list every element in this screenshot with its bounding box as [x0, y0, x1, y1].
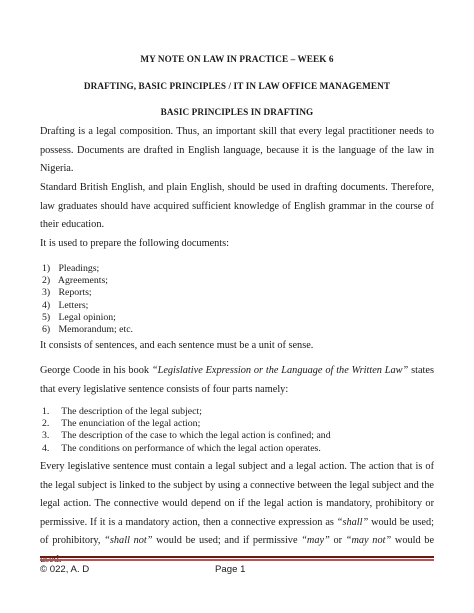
list-item: 1. The description of the legal subject;: [42, 406, 202, 417]
sentence-parts-list: [42, 406, 434, 455]
list-item: 4. The conditions on performance of which the legal action operates.: [42, 442, 321, 454]
list-item: 2) Agreements;: [42, 275, 108, 287]
list-item: 2. The enunciation of the legal action;: [42, 418, 201, 430]
footer-page-number: Page 1: [215, 564, 246, 575]
document-subtitle: DRAFTING, BASIC PRINCIPLES / IT IN LAW OFFICE MANAGEMENT: [83, 81, 391, 91]
footer-copyright: © 022, A. D: [40, 564, 90, 575]
documents-list: [42, 263, 434, 336]
paragraph-drafting-definition: Drafting is a legal composition. Thus, an important skill that every legal practitioner needs to possess. Documents are drafted in English language, because it is the language of the law in Nigeria.: [40, 126, 434, 175]
paragraph-english-usage: Standard British English, and plain English, should be used in drafting documents. Therefore, law graduates should have acquired sufficient knowledge of English grammar in the course of their education.: [40, 182, 434, 231]
list-item: 6) Memorandum; etc.: [42, 324, 133, 336]
paragraph-documents-intro: It is used to prepare the following documents:: [40, 238, 230, 249]
list-item: 5) Legal opinion;: [42, 311, 116, 323]
footer-divider-dark: [40, 556, 434, 558]
list-item: 1) Pleadings;: [42, 263, 100, 274]
footer-divider-light: [40, 559, 434, 561]
list-item: 4) Letters;: [42, 299, 89, 311]
paragraph-sentences: It consists of sentences, and each sentence must be a unit of sense.: [40, 340, 314, 351]
paragraph-legislative-sentence: Every legislative sentence must contain a legal subject and a legal action. The action that is of the legal subject is linked to the subject by using a connective between the legal subject and the legal action. The connective would depend on if the legal action is mandatory, prohibitory or permissive. If it is a mandatory action, then a connective expression as “shall” would be used; of prohibitory, “shall not” would be used; and if permissive “may” or “may not” would be: [40, 461, 435, 547]
list-item: 3) Reports;: [42, 287, 92, 299]
document-title: MY NOTE ON LAW IN PRACTICE – WEEK 6: [140, 54, 334, 64]
book-title: “Legislative Expression or the Language of the Written Law”: [151, 365, 409, 376]
paragraph-george-coode: George Coode in his book “Legislative Expression or the Language of the Written Law” states that every legislative sentence consists of four parts namely:: [40, 365, 434, 395]
list-item: 3. The description of the case to which the legal action is confined; and: [42, 430, 331, 442]
section-heading: BASIC PRINCIPLES IN DRAFTING: [160, 107, 314, 117]
